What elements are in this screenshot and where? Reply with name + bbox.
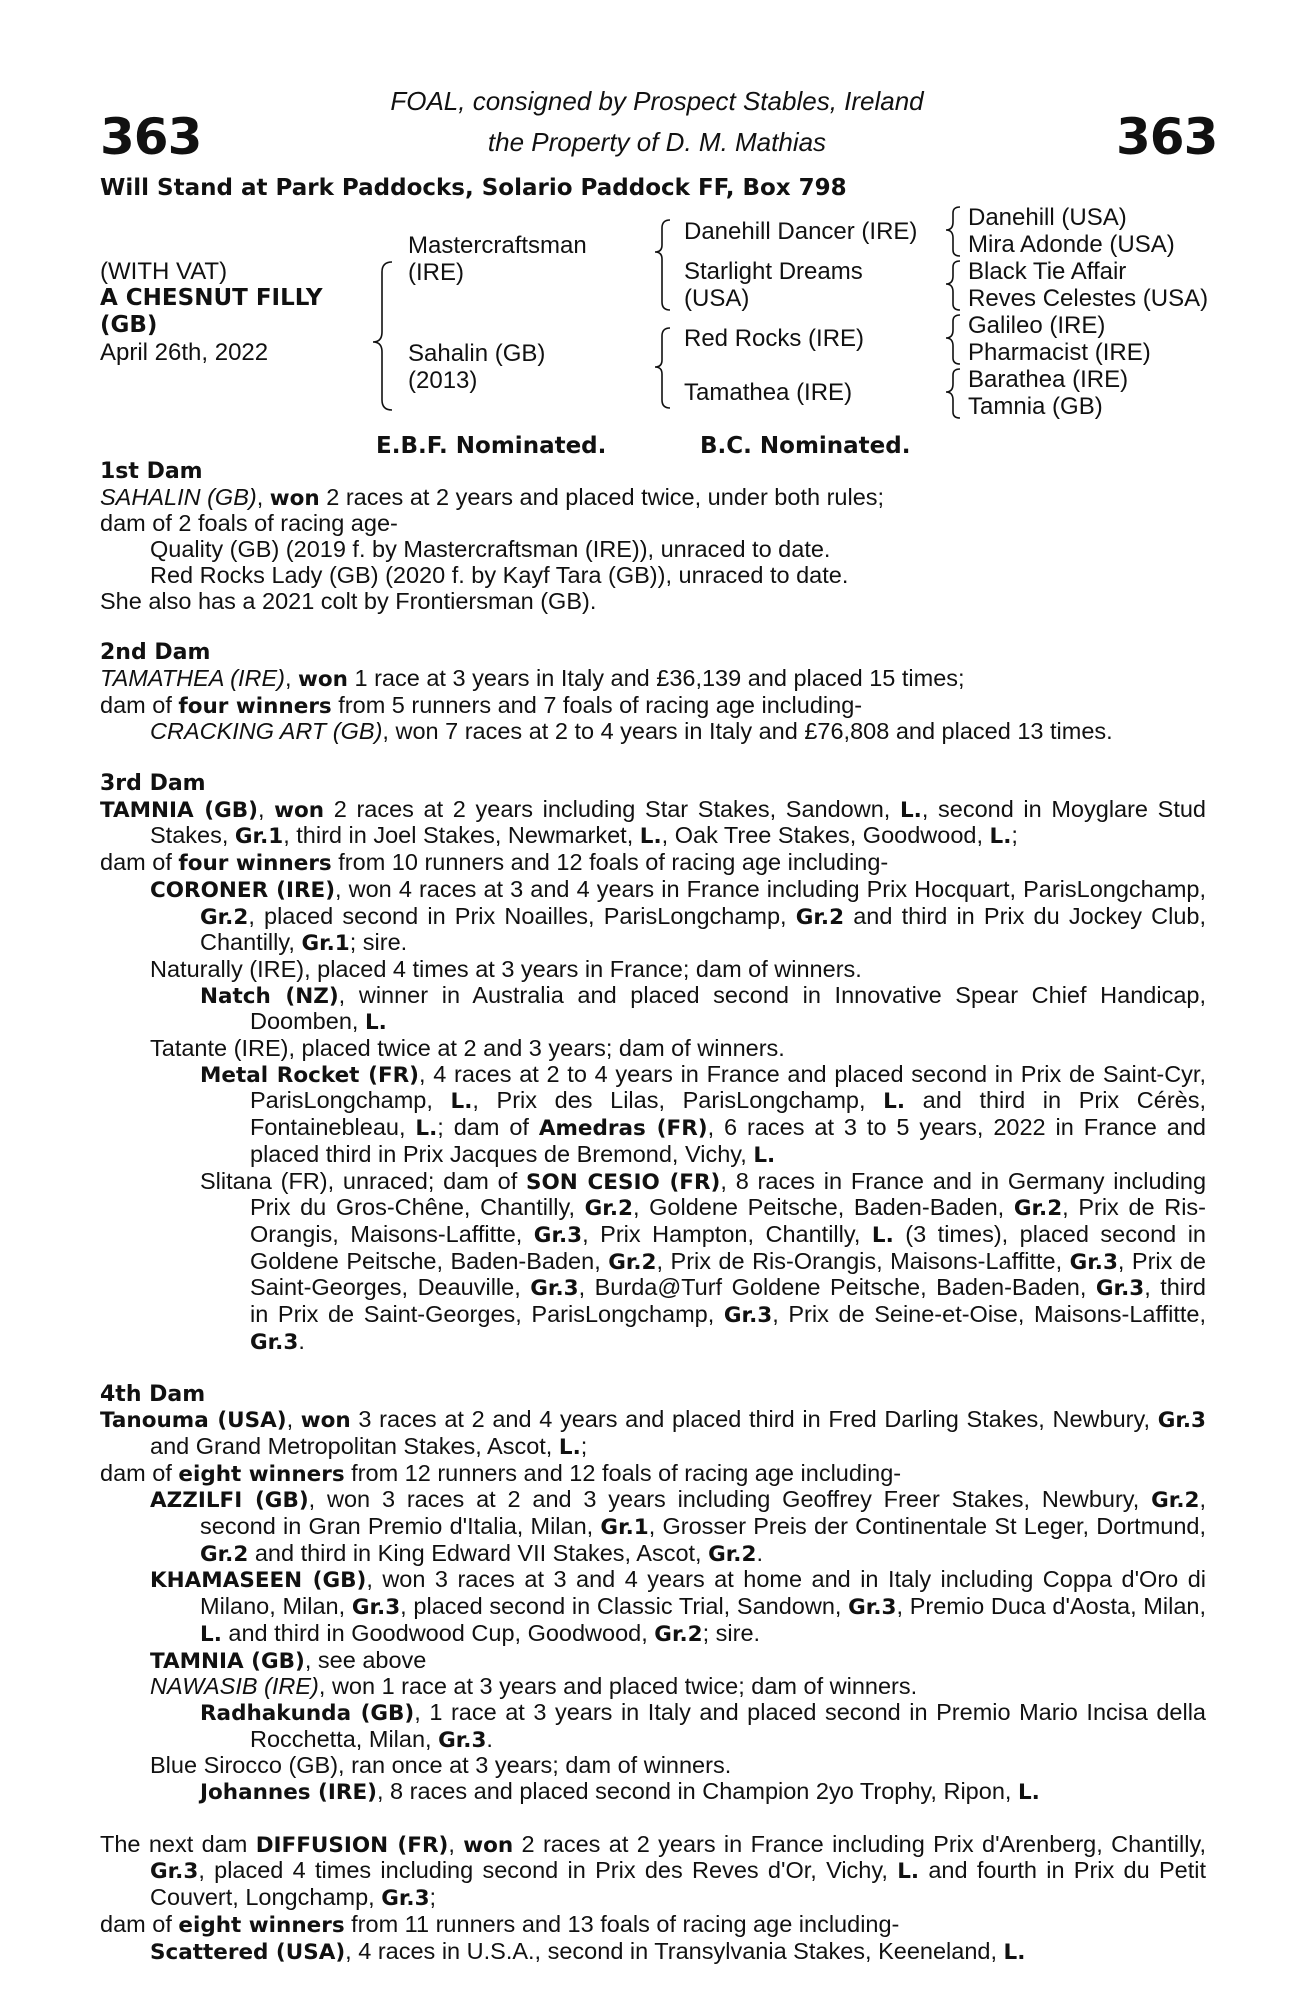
fourth-dam-produce-nawasib: NAWASIB (IRE), won 1 race at 3 years and placed twice; dam of winners. [150, 1673, 918, 1700]
consignment-line-2: the Property of D. M. Mathias [487, 127, 827, 157]
bracket-main [373, 262, 392, 410]
third-dam-line: TAMNIA (GB), won 2 races at 2 years including Star Stakes, Sandown, L., second in Moyglare Stud Stakes, Gr.1, third in Joel Stakes, Newmarket, L., Oak Tree Stakes, Goodwood, L.; [100, 795, 1206, 850]
sire-sire: Danehill Dancer (IRE) [684, 218, 918, 245]
first-dam-note: She also has a 2021 colt by Frontiersman (GB). [100, 587, 597, 614]
fourth-dam-produce-intro: dam of eight winners from 12 runners and 12 foals of racing age including- [100, 1459, 902, 1487]
third-dam-grandproduce-natch: Natch (NZ), winner in Australia and placed second in Innovative Spear Chief Handicap, Doomben, L. [200, 981, 1206, 1036]
second-dam-heading: 2nd Dam [100, 640, 211, 666]
next-dam-produce-scattered: Scattered (USA), 4 races in U.S.A., second in Transylvania Stakes, Keeneland, L. [150, 1937, 1026, 1965]
bracket-sire [655, 220, 670, 310]
ggp-ddd: Tamnia (GB) [968, 393, 1103, 420]
ggp-dds: Barathea (IRE) [968, 366, 1129, 393]
bracket-sd [946, 261, 960, 310]
third-dam-grandproduce-metal-rocket: Metal Rocket (FR), 4 races at 2 to 4 years in France and placed second in Prix de Saint-Cyr, ParisLongchamp, L., Prix des Lilas, ParisLongchamp, L. and third in Prix Cérès, Fontainebleau, L.; dam of Amedras (FR), 6 races at 3 to 5 years, 2022 in France and placed third in Prix Jacques de Bremond, Vichy, L. [200, 1060, 1206, 1168]
third-dam-produce-coroner: CORONER (IRE), won 4 races at 3 and 4 years in France including Prix Hocquart, ParisLongchamp, Gr.2, placed second in Prix Noailles, ParisLongchamp, Gr.2 and third in Prix du Jockey Club, Chantilly, Gr.1; sire. [150, 875, 1206, 957]
fourth-dam-produce-tamnia: TAMNIA (GB), see above [150, 1646, 427, 1674]
subject-name: A CHESNUT FILLY [100, 285, 323, 311]
bracket-dam [655, 328, 670, 408]
next-dam-line: The next dam DIFFUSION (FR), won 2 races at 2 years in France including Prix d'Arenberg, Chantilly, Gr.3, placed 4 times including second in Prix des Reves d'Or, Vichy, L. and fourth in Prix du Petit Couvert, Longchamp, Gr.3; [100, 1830, 1207, 1912]
fourth-dam-grandproduce-johannes: Johannes (IRE), 8 races and placed second in Champion 2yo Trophy, Ripon, L. [200, 1778, 1040, 1806]
sire-name: Mastercraftsman [408, 232, 587, 259]
dam-name: Sahalin (GB) [408, 340, 546, 367]
first-dam-produce-intro: dam of 2 foals of racing age- [100, 510, 398, 537]
consignment-line-1: FOAL, consigned by Prospect Stables, Ireland [390, 86, 924, 116]
third-dam-heading: 3rd Dam [100, 771, 206, 797]
fourth-dam-grandproduce-radhakunda: Radhakunda (GB), 1 race at 3 years in Italy and placed second in Premio Mario Incisa della Rocchetta, Milan, Gr.3. [200, 1698, 1206, 1753]
foaling-date: April 26th, 2022 [100, 339, 269, 366]
stand-location: Will Stand at Park Paddocks, Solario Paddock FF, Box 798 [100, 175, 847, 201]
first-dam-produce-1: Quality (GB) (2019 f. by Mastercraftsman (IRE)), unraced to date. [150, 536, 831, 563]
second-dam-produce-intro: dam of four winners from 5 runners and 7 foals of racing age including- [100, 691, 863, 719]
fourth-dam-produce-blue-sirocco: Blue Sirocco (GB), ran once at 3 years; dam of winners. [150, 1752, 732, 1779]
ggp-dss: Galileo (IRE) [968, 312, 1106, 339]
lot-number-right: 363 [1116, 108, 1218, 166]
bracket-dd [946, 369, 960, 418]
second-dam-line: TAMATHEA (IRE), won 1 race at 3 years in Italy and £36,139 and placed 15 times; [100, 664, 965, 692]
third-dam-produce-naturally: Naturally (IRE), placed 4 times at 3 years in France; dam of winners. [150, 955, 862, 982]
next-dam-produce-intro: dam of eight winners from 11 runners and 13 foals of racing age including- [100, 1910, 900, 1938]
bracket-ss [946, 207, 960, 256]
catalogue-body [100, 459, 1206, 1965]
ggp-sds: Black Tie Affair [968, 258, 1127, 285]
first-dam-produce-2: Red Rocks Lady (GB) (2020 f. by Kayf Tara (GB)), unraced to date. [150, 561, 849, 588]
bracket-ds [946, 315, 960, 364]
fourth-dam-line: Tanouma (USA), won 3 races at 2 and 4 years and placed third in Fred Darling Stakes, Newbury, Gr.3 and Grand Metropolitan Stakes, Ascot, L.; [100, 1406, 1207, 1460]
ggp-ssd: Mira Adonde (USA) [968, 231, 1175, 258]
dam-dam: Tamathea (IRE) [684, 379, 853, 406]
dam-sire: Red Rocks (IRE) [684, 325, 865, 352]
sire-dam: Starlight Dreams [684, 258, 863, 285]
ggp-dsd: Pharmacist (IRE) [968, 339, 1151, 366]
fourth-dam-produce-azzilfi: AZZILFI (GB), won 3 races at 2 and 3 years including Geoffrey Freer Stakes, Newbury, Gr.2, second in Gran Premio d'Italia, Milan, Gr.1, Grosser Preis der Continentale St Leger, Dortmund, Gr.2 and third in King Edward VII Stakes, Ascot, Gr.2. [150, 1486, 1207, 1567]
vat-note: (WITH VAT) [100, 258, 228, 285]
dam-year: (2013) [408, 367, 478, 394]
fourth-dam-heading: 4th Dam [100, 1381, 206, 1407]
ebf-nomination: E.B.F. Nominated. [376, 433, 607, 459]
sire-dam-country: (USA) [684, 285, 750, 312]
bc-nomination: B.C. Nominated. [700, 433, 911, 459]
ggp-sdd: Reves Celestes (USA) [968, 285, 1209, 312]
third-dam-produce-tatante: Tatante (IRE), placed twice at 2 and 3 years; dam of winners. [150, 1035, 785, 1062]
first-dam-heading: 1st Dam [100, 459, 203, 484]
lot-number-left: 363 [100, 108, 202, 166]
third-dam-produce-intro: dam of four winners from 10 runners and 12 foals of racing age including- [100, 849, 889, 877]
first-dam-line: SAHALIN (GB), won 2 races at 2 years and placed twice, under both rules; [100, 483, 885, 511]
second-dam-produce-1: CRACKING ART (GB), won 7 races at 2 to 4 years in Italy and £76,808 and placed 13 times. [150, 718, 1113, 745]
ggp-sss: Danehill (USA) [968, 204, 1127, 231]
subject-country: (GB) [100, 312, 158, 338]
fourth-dam-produce-khamaseen: KHAMASEEN (GB), won 3 races at 3 and 4 years at home and in Italy including Coppa d'Oro di Milano, Milan, Gr.3, placed second in Classic Trial, Sandown, Gr.3, Premio Duca d'Aosta, Milan, L. and third in Goodwood Cup, Goodwood, Gr.2; sire. [150, 1566, 1207, 1647]
sire-country: (IRE) [408, 259, 464, 286]
third-dam-grandproduce-slitana: Slitana (FR), unraced; dam of SON CESIO (FR), 8 races in France and in Germany including Prix du Gros-Chêne, Chantilly, Gr.2, Goldene Peitsche, Baden-Baden, Gr.2, Prix de Ris-Orangis, Maisons-Laffitte, Gr.3, Prix Hampton, Chantilly, L. (3 times), placed second in Goldene Peitsche, Baden-Baden, Gr.2, Prix de Ris-Orangis, Maisons-Laffitte, Gr.3, Prix de Saint-Georges, Deauville, Gr.3, Burda@Turf Goldene Peitsche, Baden-Baden, Gr.3, third in Prix de Saint-Georges, ParisLongchamp, Gr.3, Prix de Seine-et-Oise, Maisons-Laffitte, Gr.3. [200, 1167, 1207, 1355]
